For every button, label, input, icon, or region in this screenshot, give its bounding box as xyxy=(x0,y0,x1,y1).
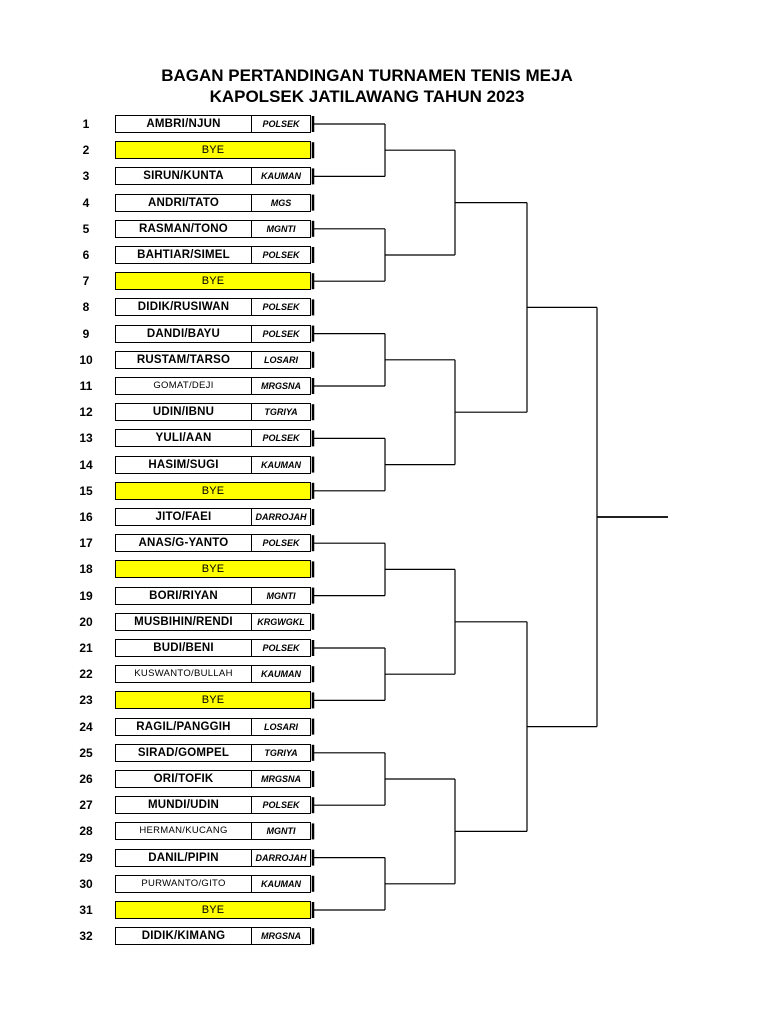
player-slot xyxy=(115,351,311,369)
seed-number: 19 xyxy=(79,588,93,603)
player-name: SIRUN/KUNTA xyxy=(143,170,224,183)
player-name: ORI/TOFIK xyxy=(153,773,214,785)
player-slot xyxy=(115,534,311,552)
club-name: TGRIYA xyxy=(251,745,310,761)
club-name: MRGSNA xyxy=(251,378,310,394)
seed-number: 3 xyxy=(82,169,90,184)
player-slot xyxy=(115,718,311,736)
player-slot xyxy=(115,927,311,945)
club-name: MGNTI xyxy=(251,588,310,604)
club-name: POLSEK xyxy=(251,430,310,446)
seed-number: 15 xyxy=(79,483,93,498)
player-name: DANDI/BAYU xyxy=(146,327,221,340)
player-name: PURWANTO/GITO xyxy=(141,877,226,889)
player-name: RUSTAM/TARSO xyxy=(136,353,231,366)
player-name: UDIN/IBNU xyxy=(152,406,215,419)
player-slot xyxy=(115,822,311,840)
bracket-entry-row xyxy=(0,638,330,658)
bracket-entry-row xyxy=(0,743,330,763)
seed-number: 4 xyxy=(82,195,90,210)
club-name: POLSEK xyxy=(251,640,310,656)
player-slot xyxy=(115,849,311,867)
player-slot xyxy=(115,167,311,185)
seed-number: 2 xyxy=(82,143,90,158)
seed-number: 17 xyxy=(79,536,93,551)
player-name: AMBRI/NJUN xyxy=(146,118,221,130)
club-name: POLSEK xyxy=(251,535,310,551)
club-name: MGS xyxy=(251,195,310,211)
club-name: POLSEK xyxy=(251,247,310,263)
bracket-entry-row xyxy=(0,507,330,527)
player-slot xyxy=(115,613,311,631)
seed-number: 26 xyxy=(79,772,93,786)
player-name: HERMAN/KUCANG xyxy=(139,825,228,837)
player-name: DANIL/PIPIN xyxy=(148,851,219,864)
player-name: BYE xyxy=(201,694,225,707)
player-name: HASIM/SUGI xyxy=(148,458,219,471)
bracket-entry-row xyxy=(0,297,330,317)
seed-number: 1 xyxy=(82,117,90,131)
player-name: MUSBIHIN/RENDI xyxy=(134,615,233,628)
player-name: BYE xyxy=(201,144,225,157)
seed-number: 20 xyxy=(79,614,93,629)
club-name: KRGWGKL xyxy=(251,614,310,630)
club-name: DARROJAH xyxy=(251,509,310,525)
club-name: POLSEK xyxy=(251,299,310,315)
bracket-title-line-2: KAPOLSEK JATILAWANG TAHUN 2023 xyxy=(209,87,525,106)
player-name: BYE xyxy=(201,563,225,576)
club-name: MGNTI xyxy=(251,221,310,237)
bracket-entry-row xyxy=(0,821,330,841)
club-name: MGNTI xyxy=(251,823,310,839)
bracket-entry-row xyxy=(0,166,330,186)
bracket-entry-row xyxy=(0,690,330,710)
player-slot xyxy=(115,377,311,395)
player-slot xyxy=(115,325,311,343)
player-slot xyxy=(115,220,311,238)
bracket-entry-row xyxy=(0,848,330,868)
seed-number: 23 xyxy=(79,693,93,708)
bracket-entry-row xyxy=(0,533,330,553)
club-name: DARROJAH xyxy=(251,850,310,866)
bye-slot xyxy=(115,482,311,500)
seed-number: 29 xyxy=(79,850,93,865)
club-name: KAUMAN xyxy=(251,457,310,473)
club-name: TGRIYA xyxy=(251,404,310,420)
seed-number: 21 xyxy=(79,641,93,655)
player-slot xyxy=(115,508,311,526)
seed-number: 13 xyxy=(79,431,93,446)
seed-number: 32 xyxy=(79,929,93,944)
club-name: KAUMAN xyxy=(251,168,310,184)
club-name: KAUMAN xyxy=(251,666,310,682)
player-slot xyxy=(115,744,311,762)
bracket-entry-row xyxy=(0,219,330,239)
player-name: BYE xyxy=(201,484,225,497)
player-slot xyxy=(115,875,311,893)
bye-slot xyxy=(115,691,311,709)
seed-number: 22 xyxy=(79,667,93,682)
club-name: MRGSNA xyxy=(251,928,310,944)
player-name: BYE xyxy=(201,904,225,916)
bye-slot xyxy=(115,901,311,919)
bracket-entry-row xyxy=(0,769,330,789)
bracket-entry-row xyxy=(0,612,330,632)
seed-number: 12 xyxy=(79,405,93,420)
player-name: YULI/AAN xyxy=(155,432,212,445)
seed-number: 6 xyxy=(82,248,90,262)
bracket-entry-row xyxy=(0,376,330,396)
player-slot xyxy=(115,298,311,316)
club-name: POLSEK xyxy=(251,116,310,132)
player-slot xyxy=(115,665,311,683)
player-name: RASMAN/TONO xyxy=(139,222,228,235)
player-name: SIRAD/GOMPEL xyxy=(137,746,230,759)
bracket-entry-row xyxy=(0,559,330,579)
seed-number: 25 xyxy=(79,745,93,760)
bracket-entry-row xyxy=(0,586,330,606)
player-slot xyxy=(115,429,311,447)
bracket-entry-row xyxy=(0,271,330,291)
seed-number: 31 xyxy=(79,903,93,917)
bye-slot xyxy=(115,272,311,290)
player-slot xyxy=(115,770,311,788)
seed-number: 10 xyxy=(79,352,93,367)
player-slot xyxy=(115,796,311,814)
player-slot xyxy=(115,639,311,657)
bracket-entry-row xyxy=(0,481,330,501)
seed-number: 30 xyxy=(79,876,93,891)
bracket-entry-row xyxy=(0,350,330,370)
bracket-entry-row xyxy=(0,245,330,265)
player-slot xyxy=(115,587,311,605)
bracket-entry-row xyxy=(0,140,330,160)
player-name: MUNDI/UDIN xyxy=(148,799,219,812)
bracket-entry-row xyxy=(0,874,330,894)
bracket-entry-row xyxy=(0,428,330,448)
player-name: ANAS/G-YANTO xyxy=(138,537,229,550)
seed-number: 28 xyxy=(79,824,93,839)
player-name: BAHTIAR/SIMEL xyxy=(137,249,230,261)
bracket-entry-row xyxy=(0,193,330,213)
club-name: LOSARI xyxy=(251,352,310,368)
player-name: RAGIL/PANGGIH xyxy=(136,720,231,733)
club-name: LOSARI xyxy=(251,719,310,735)
bracket-entry-row xyxy=(0,717,330,737)
club-name: POLSEK xyxy=(251,326,310,342)
seed-number: 18 xyxy=(79,562,93,577)
seed-number: 14 xyxy=(79,457,93,472)
player-slot xyxy=(115,246,311,264)
player-name: KUSWANTO/BULLAH xyxy=(134,668,233,680)
bracket-entry-row xyxy=(0,402,330,422)
player-name: DIDIK/RUSIWAN xyxy=(137,301,230,314)
club-name: MRGSNA xyxy=(251,771,310,787)
bracket-entry-row xyxy=(0,900,330,920)
player-name: DIDIK/KIMANG xyxy=(141,930,226,943)
seed-number: 8 xyxy=(82,300,90,315)
bracket-entry-row xyxy=(0,324,330,344)
player-name: BYE xyxy=(201,275,225,288)
bracket-entry-row xyxy=(0,114,330,134)
player-slot xyxy=(115,194,311,212)
seed-number: 24 xyxy=(79,719,93,734)
bracket-entry-row xyxy=(0,455,330,475)
player-name: ANDRI/TATO xyxy=(148,196,219,209)
seed-number: 5 xyxy=(82,221,90,236)
seed-number: 27 xyxy=(79,798,93,813)
bye-slot xyxy=(115,560,311,578)
bracket-title-line-1: BAGAN PERTANDINGAN TURNAMEN TENIS MEJA xyxy=(161,66,573,85)
player-slot xyxy=(115,456,311,474)
bracket-entry-row xyxy=(0,664,330,684)
bye-slot xyxy=(115,141,311,159)
player-name: JITO/FAEI xyxy=(155,511,212,523)
player-name: GOMAT/DEJI xyxy=(153,380,214,391)
seed-number: 7 xyxy=(82,274,90,289)
seed-number: 11 xyxy=(79,379,93,393)
bracket-entry-row xyxy=(0,795,330,815)
club-name: POLSEK xyxy=(251,797,310,813)
player-name: BUDI/BENI xyxy=(153,642,214,654)
seed-number: 9 xyxy=(82,326,90,341)
player-name: BORI/RIYAN xyxy=(149,589,218,602)
player-slot xyxy=(115,403,311,421)
player-slot xyxy=(115,115,311,133)
club-name: KAUMAN xyxy=(251,876,310,892)
bracket-entry-row xyxy=(0,926,330,946)
seed-number: 16 xyxy=(79,510,93,524)
